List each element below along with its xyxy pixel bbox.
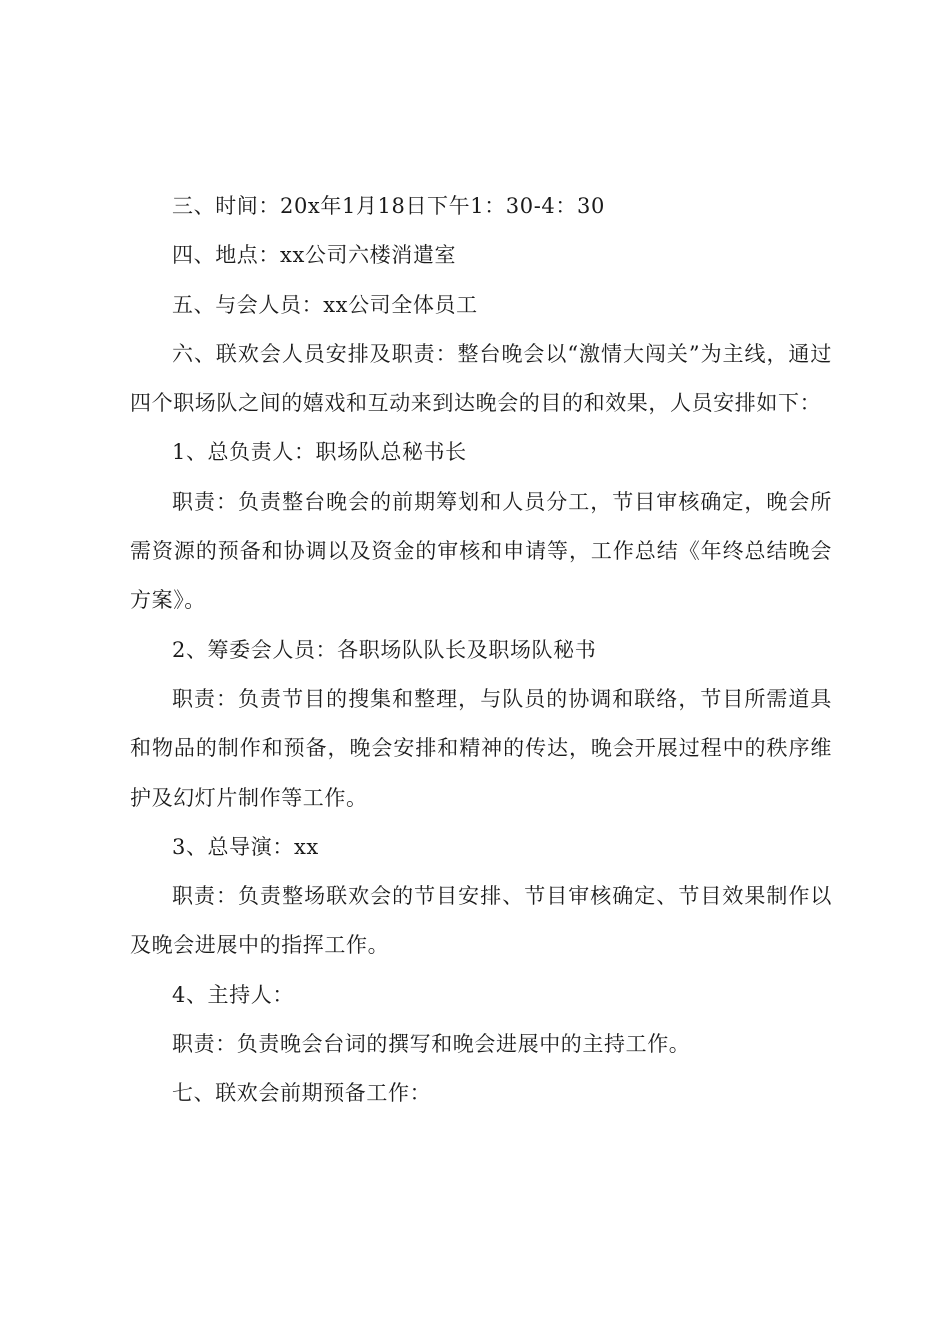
role-general-manager: 1、总负责人：职场队总秘书长 [172,440,467,465]
section-location: 四、地点：xx公司六楼消遣室 [172,243,457,268]
role-host: 4、主持人： [172,982,294,1007]
section-preparation: 七、联欢会前期预备工作： [172,1081,432,1106]
role-committee-duties: 职责：负责节目的搜集和整理，与队员的协调和联络，节目所需道具和物品的制作和预备，晚会安排和精神的传达，晚会开展过程中的秩序维护及幻灯片制作等工作。 [130,686,832,810]
document-page [130,182,832,1119]
role-director: 3、总导演：xx [172,834,319,859]
role-general-manager-duties: 职责：负责整台晚会的前期筹划和人员分工，节目审核确定，晚会所需资源的预备和协调以及资金的审核和申请等，工作总结《年终总结晚会方案》。 [130,489,832,613]
section-staff-arrangement: 六、联欢会人员安排及职责：整台晚会以“激情大闯关”为主线，通过四个职场队之间的嬉戏和互动来到达晚会的目的和效果，人员安排如下： [130,341,832,416]
section-time: 三、时间：20x年1月18日下午1：30-4：30 [172,194,605,218]
role-director-duties: 职责：负责整场联欢会的节目安排、节目审核确定、节目效果制作以及晚会进展中的指挥工作。 [130,884,832,958]
section-attendees: 五、与会人员：xx公司全体员工 [172,292,478,317]
role-committee: 2、筹委会人员：各职场队队长及职场队秘书 [172,637,597,662]
role-host-duties: 职责：负责晚会台词的撰写和晚会进展中的主持工作。 [172,1032,691,1057]
